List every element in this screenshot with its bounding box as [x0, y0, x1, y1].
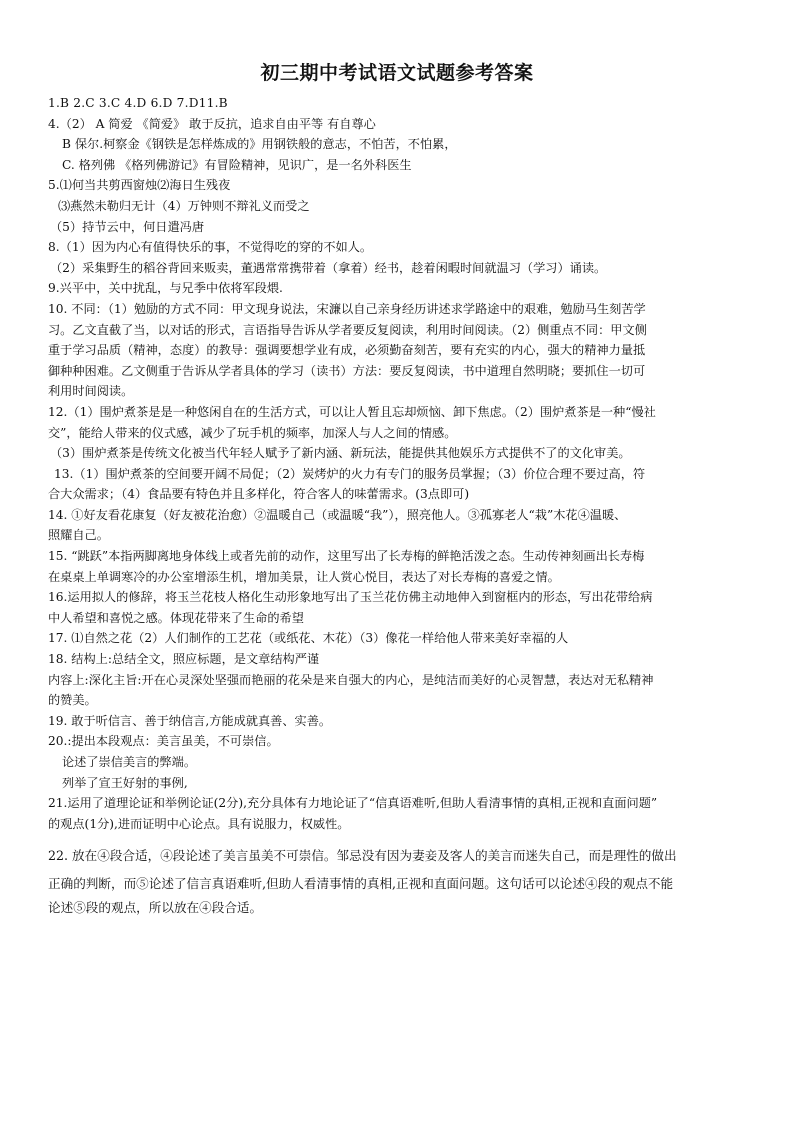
answer-line-10b: 习。乙文直截了当，以对话的形式，言语指导告诉从学者要反复阅读，利用时间阅读。（2）侧重点不同：甲文侧 [48, 322, 647, 337]
answer-line-13a: 13.（1）围炉煮茶的空间要开阔不局促；（2）炭烤炉的火力有专门的服务员掌握；（3）价位合理不要过高，符 [54, 466, 646, 481]
answer-line-21b: 的观点(1分),进而证明中心论点。具有说服力，权威性。 [48, 816, 350, 831]
answer-line-12b: 交”，能给人带来的仪式感，减少了玩手机的频率，加深人与人之间的情感。 [48, 425, 457, 440]
answer-line-20c: 列举了宣王好射的事例, [62, 775, 188, 790]
answer-line-22b: 正确的判断，而⑤论述了信言真语难听,但助人看清事情的真相,正视和直面问题。这句话可以论述④段的观点不能 [48, 876, 674, 892]
answer-line-8a: 8.（1）因为内心有值得快乐的事，不觉得吃的穿的不如人。 [48, 240, 373, 255]
answer-line-17: 17. ⑴自然之花（2）人们制作的工艺花（或纸花、木花）（3）像花一样给他人带来美好幸福的人 [48, 631, 569, 646]
answer-line-18b: 内容上:深化主旨:开在心灵深处坚强而艳丽的花朵是来自强大的内心，是纯洁而美好的心灵智慧，表达对无私精神 [48, 672, 654, 687]
answer-line-15b: 在桌桌上单调寒冷的办公室增添生机，增加美景，让人赏心悦目，表达了对长寿梅的喜爱之情。 [48, 569, 560, 584]
answer-line-19: 19. 敢于听信言、善于纳信言,方能成就真善、实善。 [48, 713, 332, 728]
page-title: 初三期中考试语文试题参考答案 [260, 62, 534, 84]
answer-line-16b: 中人希望和喜悦之感。体现花带来了生命的希望 [48, 610, 304, 625]
answer-line-16a: 16.运用拟人的修辞，将玉兰花枝人格化生动形象地写出了玉兰花仿佛主动地伸入到窗框内的形态，写出花带给病 [48, 590, 653, 605]
answer-line-14a: 14. ①好友看花康复（好友被花治愈）②温暖自己（或温暖“我”），照亮他人。③孤寡老人“栽”木花④温暖、 [48, 507, 627, 522]
answer-line-21a: 21.运用了道理论证和举例论证(2分),充分具体有力地论证了“信真语难听,但助人看清事情的真相,正视和直面问题” [48, 796, 658, 811]
answer-line-13b: 合大众需求；（4）食品要有特色并且多样化，符合客人的味蕾需求。(3点即可) [48, 487, 470, 502]
answer-line-10e: 利用时间阅读。 [48, 384, 134, 399]
answer-line-15a: 15. “跳跃”本指两脚离地身体线上或者先前的动作，这里写出了长寿梅的鲜艳活泼之态。生动传神刻画出长寿梅 [48, 549, 645, 564]
answer-line-9: 9.兴平中，关中扰乱，与兄季中依将军段煨. [48, 281, 283, 296]
answer-line-5c: （5）持节云中，何日遣冯唐 [50, 219, 205, 234]
answer-line-10a: 10. 不同：（1）勉励的方式不同：甲文现身说法，宋濂以自己亲身经历讲述求学路途中的艰难，勉励马生刻苦学 [48, 301, 646, 316]
answer-line-10d: 御种种困难。乙文侧重于告诉从学者具体的学习（读书）方法：要反复阅读，书中道理自然明晓；要抓住一切可 [48, 363, 646, 378]
answer-line-5b: ⑶燕然未勒归无计（4）万钟则不辩礼义而受之 [58, 198, 310, 213]
answer-line-5a: 5.⑴何当共剪西窗烛⑵海日生残夜 [48, 178, 231, 193]
answer-line-18a: 18. 结构上:总结全文，照应标题，是文章结构严谨 [48, 652, 320, 667]
answer-line-4c: C. 格列佛 《格列佛游记》有冒险精神，见识广，是一名外科医生 [62, 157, 412, 172]
answer-line-choices: 1.B 2.C 3.C 4.D 6.D 7.D11.B [48, 96, 228, 110]
answer-line-4a: 4.（2） A 简爱 《简爱》 敢于反抗，追求自由平等 有自尊心 [48, 116, 376, 131]
answer-content [48, 93, 756, 919]
answer-line-10c: 重于学习品质（精神，态度）的教导：强调要想学业有成，必须勤奋刻苦，要有充实的内心，强大的精神力量抵 [48, 343, 646, 358]
answer-line-4b: B 保尔.柯察金《钢铁是怎样炼成的》用钢铁般的意志，不怕苦，不怕累， [62, 137, 457, 152]
answer-line-12c: （3）围炉煮茶是传统文化被当代年轻人赋予了新内涵、新玩法，能提供其他娱乐方式提供不了的文化审美。 [50, 446, 631, 461]
answer-line-18c: 的赞美。 [48, 693, 97, 708]
answer-line-22c: 论述⑤段的观点，所以放在④段合适。 [48, 900, 263, 916]
answer-line-20b: 论述了崇信美言的弊端。 [62, 755, 197, 769]
answer-line-22a: 22. 放在④段合适，④段论述了美言虽美不可崇信。邹忌没有因为妻妾及客人的美言而迷失自己，而是理性的做出 [48, 848, 677, 864]
answer-line-12a: 12.（1）围炉煮茶是是一种悠闲自在的生活方式，可以让人暂且忘却烦恼、卸下焦虑。（2）围炉煮茶是一种“慢社 [48, 404, 656, 419]
answer-line-14b: 照耀自己。 [48, 528, 109, 543]
answer-line-20a: 20.:提出本段观点：美言虽美，不可崇信。 [48, 734, 279, 749]
answer-line-8b: （2）采集野生的稻谷背回来贩卖，董遇常常携带着（拿着）经书，趁着闲暇时间就温习（学习）诵读。 [50, 260, 607, 275]
